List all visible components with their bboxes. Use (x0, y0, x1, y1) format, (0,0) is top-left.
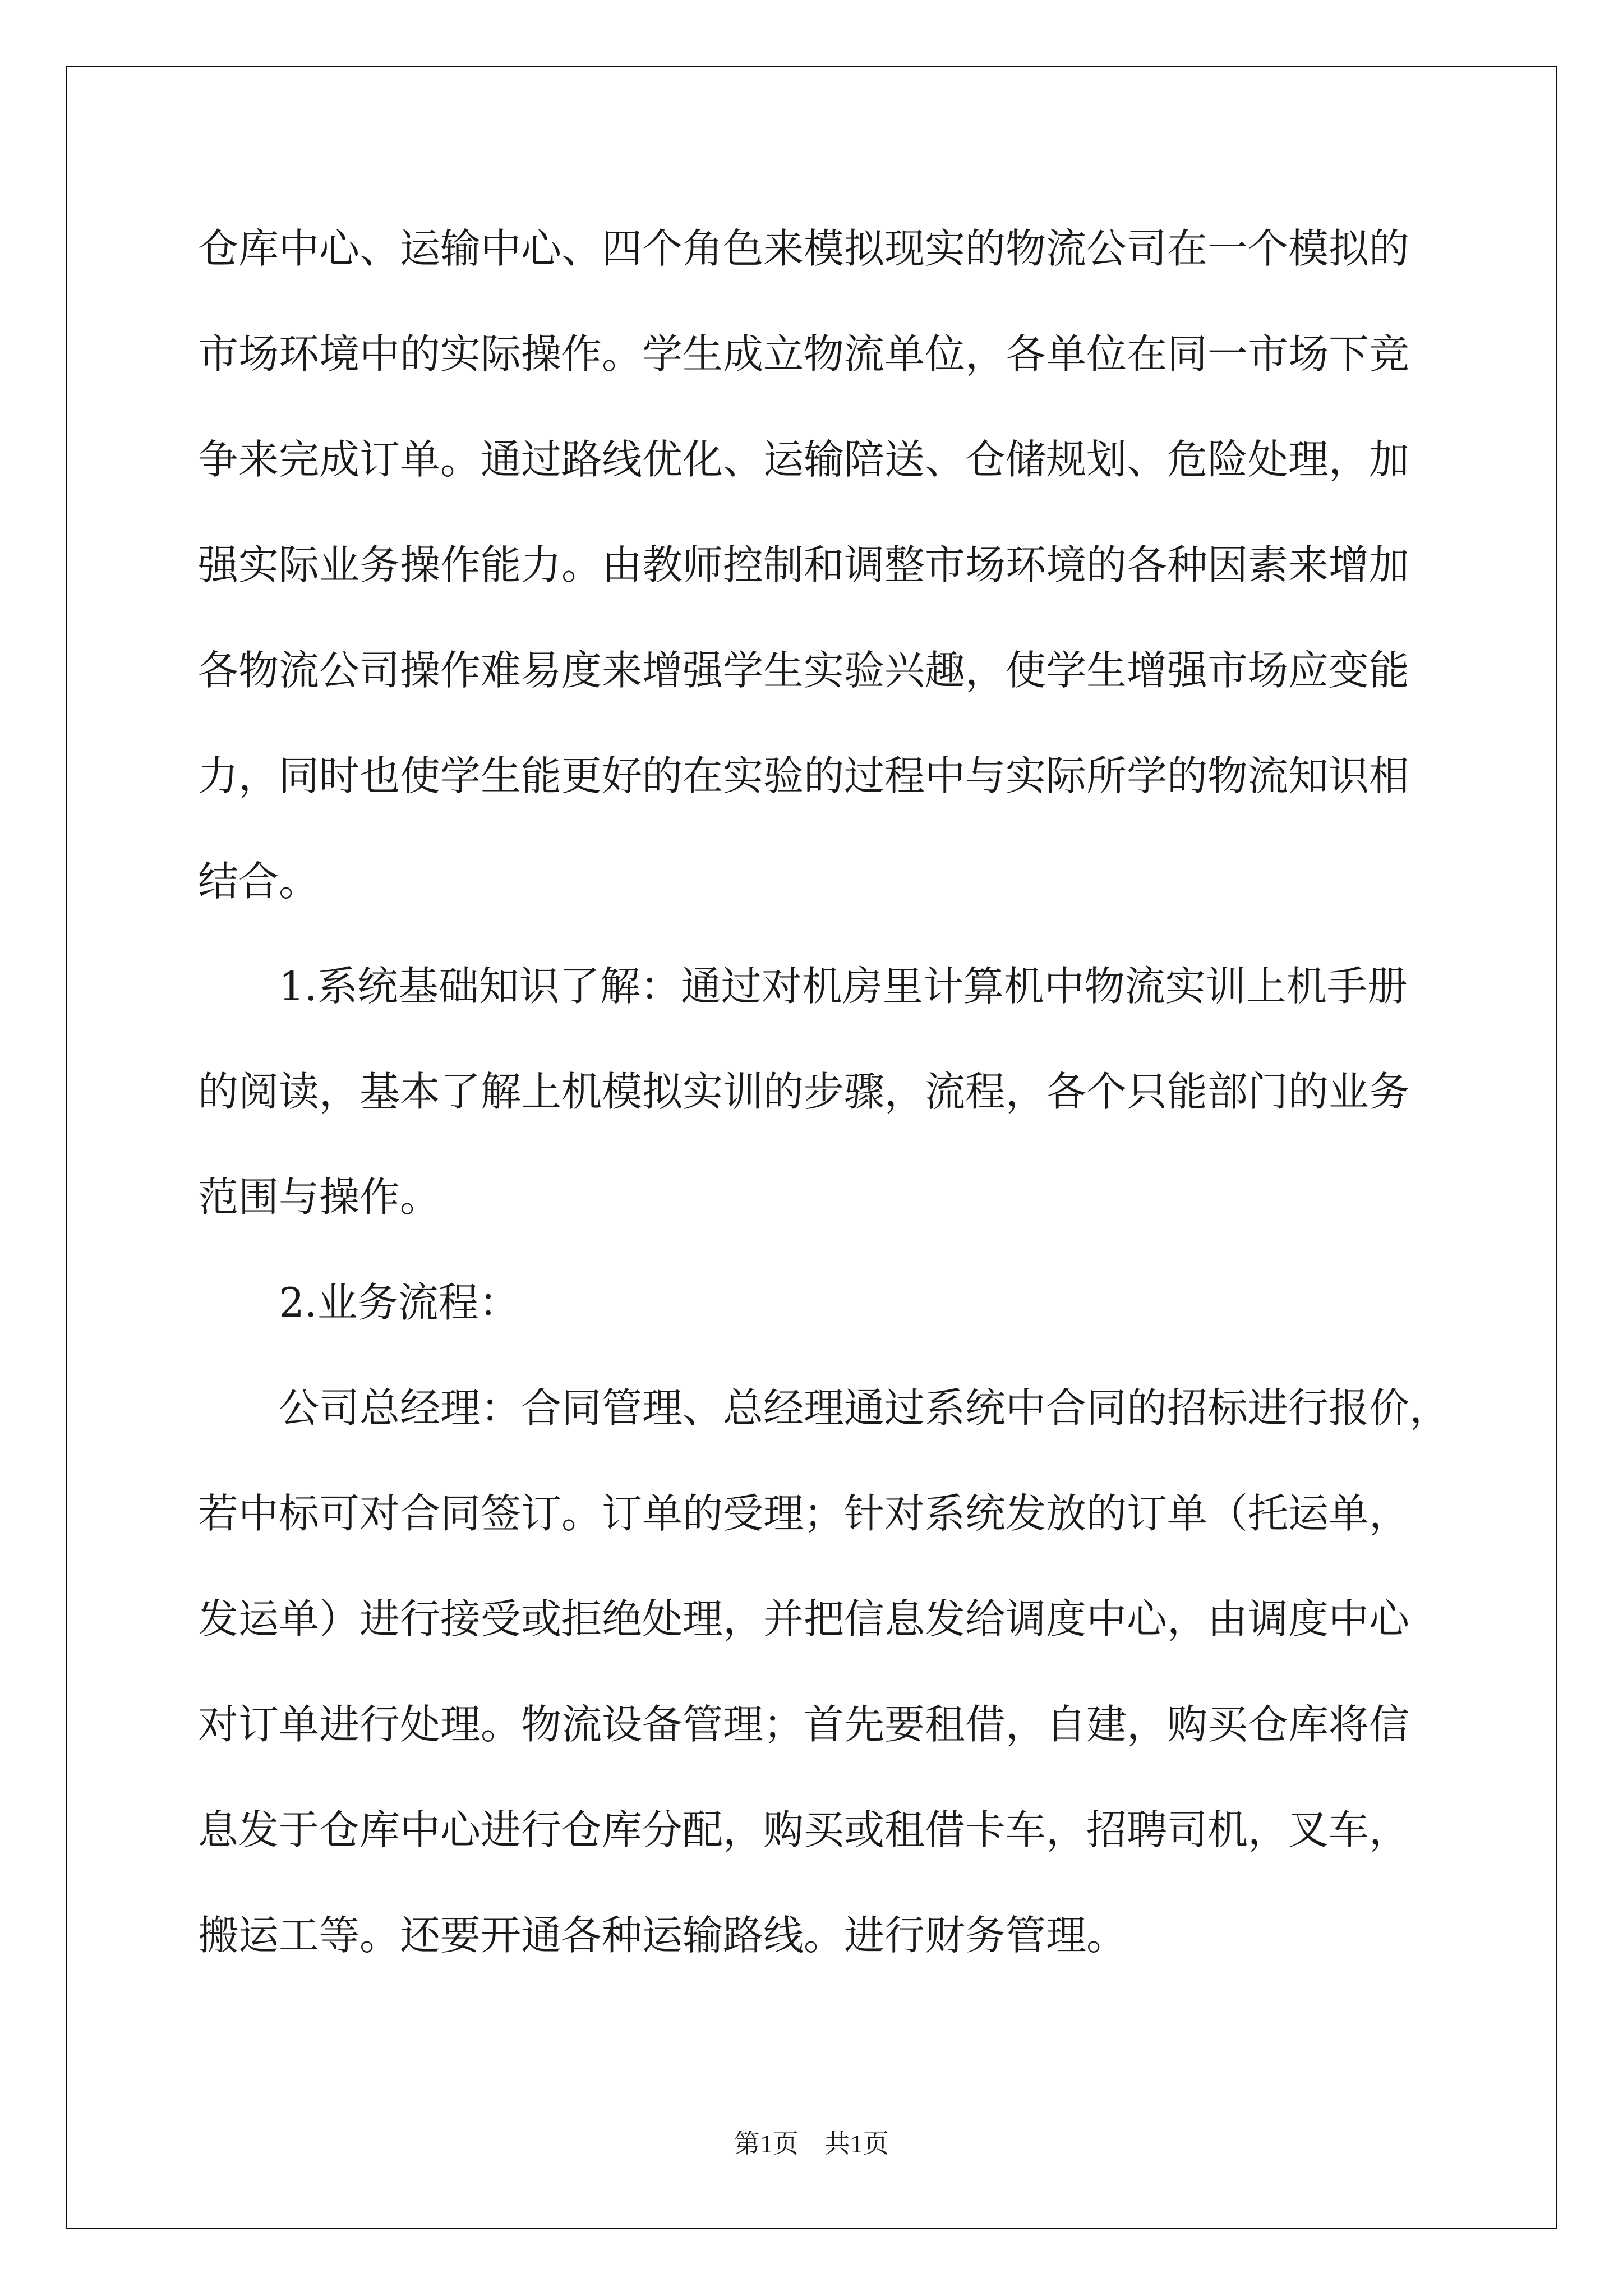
text-line: 搬运工等。还要开通各种运输路线。进行财务管理。 (198, 1912, 1127, 1959)
text-line: 公司总经理：合同管理、总经理通过系统中合同的招标进行报价， (198, 1384, 1450, 1432)
text-line: 范围与操作。 (198, 1174, 441, 1221)
text-line: 的阅读，基本了解上机模拟实训的步骤，流程，各个只能部门的业务 (198, 1068, 1410, 1115)
text-line: 各物流公司操作难易度来增强学生实验兴趣，使学生增强市场应变能 (198, 647, 1410, 694)
text-line: 仓库中心、运输中心、四个角色来模拟现实的物流公司在一个模拟的 (198, 225, 1410, 272)
text-line: 强实际业务操作能力。由教师控制和调整市场环境的各种因素来增加 (198, 541, 1410, 588)
text-line: 结合。 (198, 858, 320, 905)
text-line: 2.业务流程： (198, 1279, 519, 1326)
text-line: 争来完成订单。通过路线优化、运输陪送、仓储规划、危险处理，加 (198, 436, 1410, 483)
text-line: 若中标可对合同签订。订单的受理；针对系统发放的订单（托运单， (198, 1490, 1410, 1537)
text-line: 力，同时也使学生能更好的在实验的过程中与实际所学的物流知识相 (198, 752, 1410, 799)
text-line: 息发于仓库中心进行仓库分配，购买或租借卡车，招聘司机，叉车， (198, 1806, 1410, 1853)
page-number-footer: 第1页 共1页 (734, 2129, 889, 2158)
text-line: 1.系统基础知识了解：通过对机房里计算机中物流实训上机手册 (198, 963, 1408, 1010)
text-line: 市场环境中的实际操作。学生成立物流单位，各单位在同一市场下竞 (198, 330, 1410, 378)
text-line: 对订单进行处理。物流设备管理；首先要租借，自建，购买仓库将信 (198, 1701, 1410, 1748)
page-border (66, 66, 1557, 2229)
text-line: 发运单）进行接受或拒绝处理，并把信息发给调度中心，由调度中心 (198, 1595, 1410, 1642)
